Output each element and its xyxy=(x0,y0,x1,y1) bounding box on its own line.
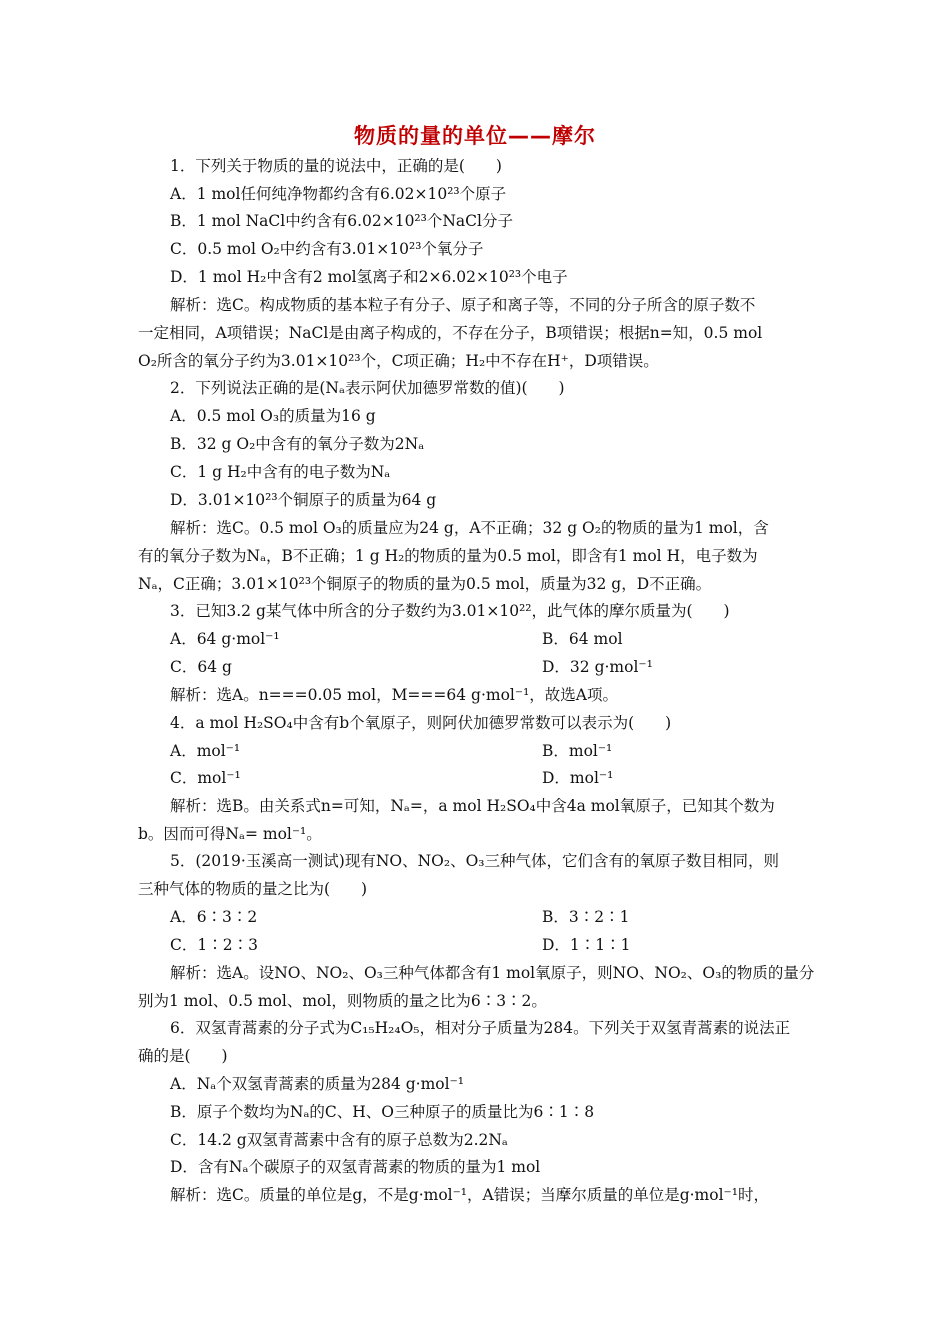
q3-option-d: D．32 g·mol⁻¹ xyxy=(542,658,653,676)
q4-option-a: A．mol⁻¹ xyxy=(170,742,241,760)
q5-stem: 三种气体的物质的量之比为( ) xyxy=(138,880,368,898)
q5-option-d: D．1∶1∶1 xyxy=(542,936,631,954)
q2-analysis-line: Nₐ，C正确；3.01×10²³个铜原子的物质的量为0.5 mol，质量为32 g，D不正确。 xyxy=(138,575,712,593)
q6-option-d: D．含有Nₐ个碳原子的双氢青蒿素的物质的量为1 mol xyxy=(170,1158,541,1176)
q1-analysis-line: O₂所含的氧分子约为3.01×10²³个，C项正确；H₂中不存在H⁺，D项错误。 xyxy=(138,352,659,370)
q1-stem: 1．下列关于物质的量的说法中，正确的是( ) xyxy=(170,157,502,175)
q1-option-a: A．1 mol任何纯净物都约含有6.02×10²³个原子 xyxy=(170,185,507,203)
q6-stem: 6．双氢青蒿素的分子式为C₁₅H₂₄O₅，相对分子质量为284。下列关于双氢青蒿素的说法正 xyxy=(170,1019,791,1037)
q4-option-c: C．mol⁻¹ xyxy=(170,769,241,787)
q5-option-b: B．3∶2∶1 xyxy=(542,908,630,926)
q2-option-c: C．1 g H₂中含有的电子数为Nₐ xyxy=(170,463,391,481)
q6-option-c: C．14.2 g双氢青蒿素中含有的原子总数为2.2Nₐ xyxy=(170,1131,508,1149)
q2-analysis-line: 有的氧分子数为Nₐ，B不正确；1 g H₂的物质的量为0.5 mol，即含有1 mol H，电子数为 xyxy=(138,547,758,565)
q5-stem: 5．(2019·玉溪高一测试)现有NO、NO₂、O₃三种气体，它们含有的氧原子数目相同，则 xyxy=(170,852,780,870)
q3-analysis-line: 解析：选A。n===0.05 mol，M===64 g·mol⁻¹，故选A项。 xyxy=(170,686,618,704)
q6-option-a: A．Nₐ个双氢青蒿素的质量为284 g·mol⁻¹ xyxy=(170,1075,464,1093)
q1-option-c: C．0.5 mol O₂中约含有3.01×10²³个氧分子 xyxy=(170,240,484,258)
q2-analysis-line: 解析：选C。0.5 mol O₃的质量应为24 g，A不正确；32 g O₂的物质的量为1 mol，含 xyxy=(170,519,769,537)
q6-stem: 确的是( ) xyxy=(138,1047,228,1065)
q3-option-a: A．64 g·mol⁻¹ xyxy=(170,630,280,648)
q4-stem: 4．a mol H₂SO₄中含有b个氧原子，则阿伏加德罗常数可以表示为( ) xyxy=(170,714,672,732)
q4-option-b: B．mol⁻¹ xyxy=(542,742,613,760)
q1-analysis-line: 一定相同，A项错误；NaCl是由离子构成的，不存在分子，B项错误；根据n=知，0.5 mol xyxy=(138,324,763,342)
q1-option-d: D．1 mol H₂中含有2 mol氢离子和2×6.02×10²³个电子 xyxy=(170,268,568,286)
q2-option-d: D．3.01×10²³个铜原子的质量为64 g xyxy=(170,491,437,509)
q2-option-a: A．0.5 mol O₃的质量为16 g xyxy=(170,407,376,425)
q2-option-b: B．32 g O₂中含有的氧分子数为2Nₐ xyxy=(170,435,425,453)
page-title: 物质的量的单位——摩尔 xyxy=(354,124,596,148)
q4-analysis-line: b。因而可得Nₐ= mol⁻¹。 xyxy=(138,825,322,843)
q5-option-c: C．1∶2∶3 xyxy=(170,936,258,954)
q4-analysis-line: 解析：选B。由关系式n=可知，Nₐ=，a mol H₂SO₄中含4a mol氧原子，已知其个数为 xyxy=(170,797,775,815)
q6-option-b: B．原子个数均为Nₐ的C、H、O三种原子的质量比为6∶1∶8 xyxy=(170,1103,595,1121)
q3-option-b: B．64 mol xyxy=(542,630,623,648)
q5-analysis-line: 别为1 mol、0.5 mol、mol，则物质的量之比为6∶3∶2。 xyxy=(138,992,547,1010)
q5-option-a: A．6∶3∶2 xyxy=(170,908,258,926)
q6-analysis-line: 解析：选C。质量的单位是g，不是g·mol⁻¹，A错误；当摩尔质量的单位是g·mol⁻¹时， xyxy=(170,1186,769,1204)
q3-option-c: C．64 g xyxy=(170,658,232,676)
q1-analysis-line: 解析：选C。构成物质的基本粒子有分子、原子和离子等，不同的分子所含的原子数不 xyxy=(170,296,756,314)
q1-option-b: B．1 mol NaCl中约含有6.02×10²³个NaCl分子 xyxy=(170,212,513,230)
q5-analysis-line: 解析：选A。设NO、NO₂、O₃三种气体都含有1 mol氧原子，则NO、NO₂、O₃的物质的量分 xyxy=(170,964,815,982)
q2-stem: 2．下列说法正确的是(Nₐ表示阿伏加德罗常数的值)( ) xyxy=(170,379,565,397)
q3-stem: 3．已知3.2 g某气体中所含的分子数约为3.01×10²²，此气体的摩尔质量为( ) xyxy=(170,602,730,620)
q4-option-d: D．mol⁻¹ xyxy=(542,769,614,787)
